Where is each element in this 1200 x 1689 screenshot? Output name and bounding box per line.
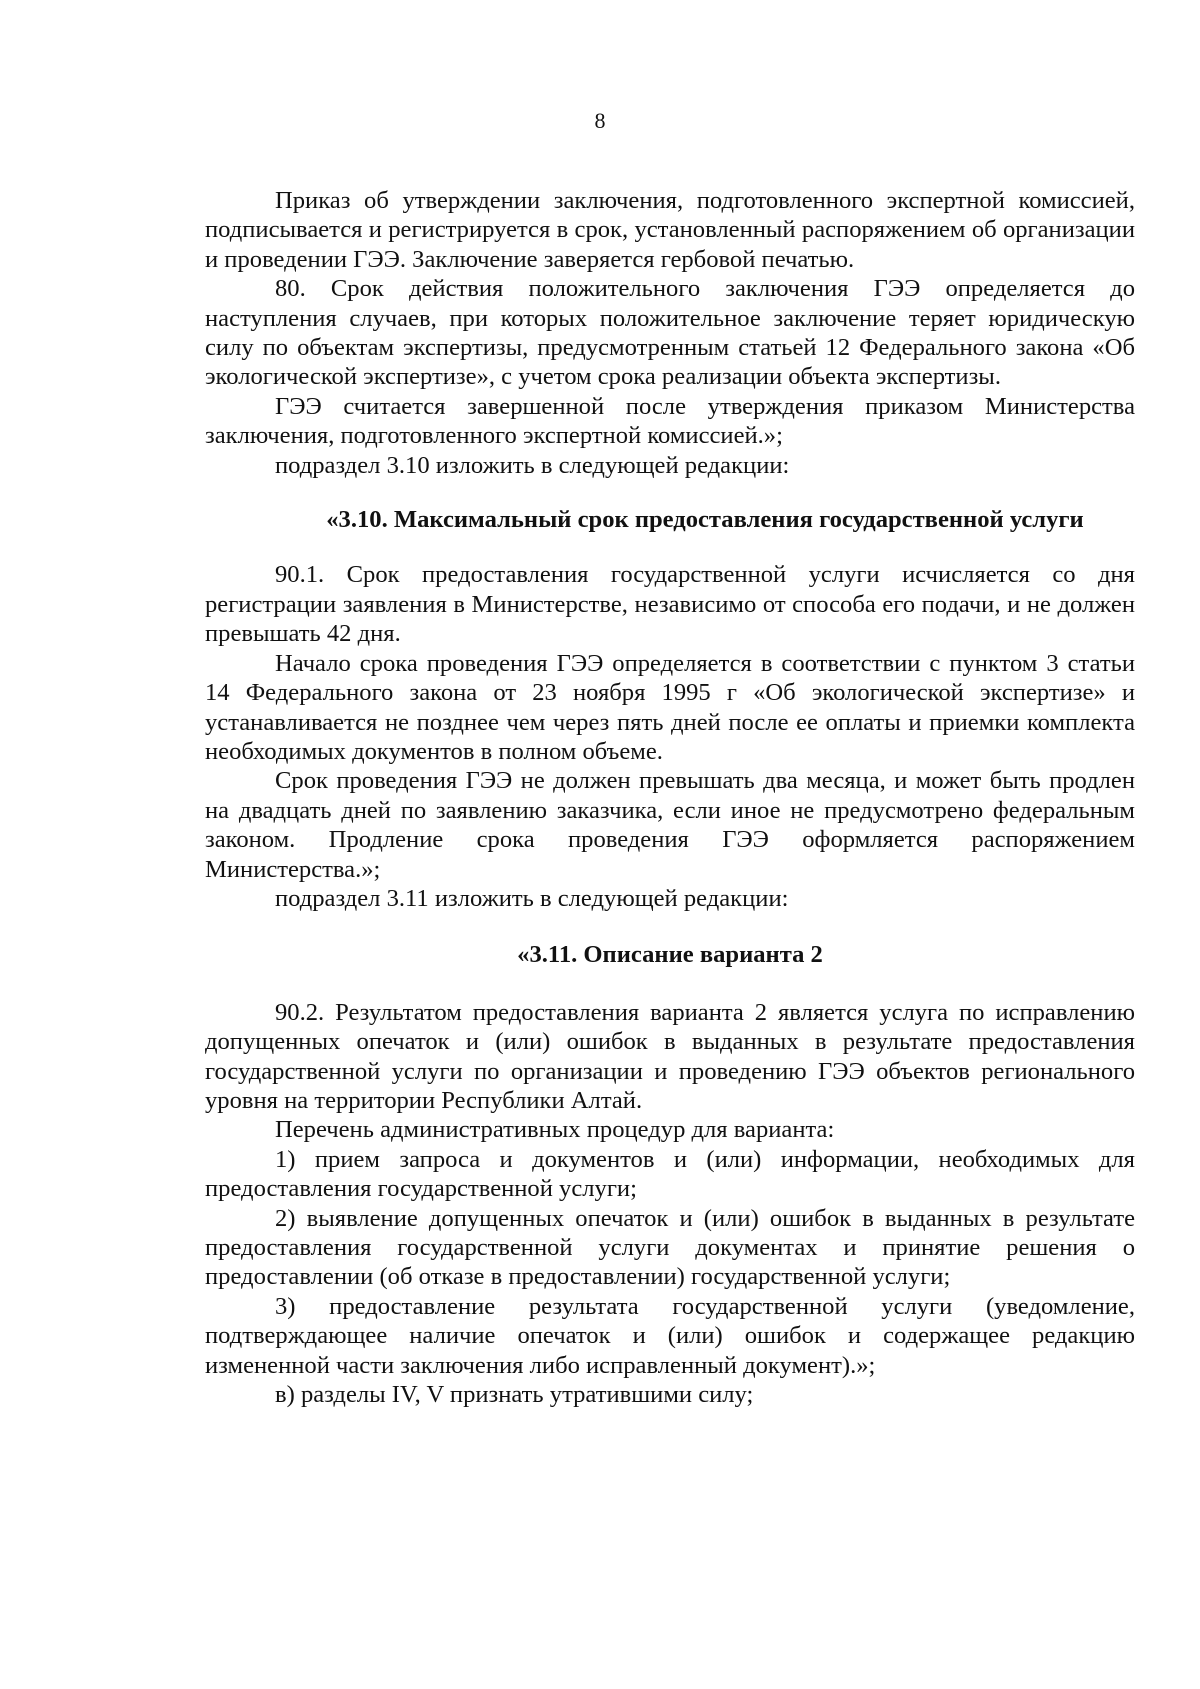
- document-body: [205, 186, 1135, 1409]
- section-heading-3-11: «3.11. Описание варианта 2: [517, 941, 823, 969]
- list-item-procedure-1: 1) прием запроса и документов и (или) информации, необходимых для предоставления государственной услуги;: [205, 1145, 1135, 1203]
- paragraph-80: 80. Срок действия положительного заключения ГЭЭ определяется до наступления случаев, при которых положительное заключение теряет юридическую силу по объектам экспертизы, предусмотренным статьей 12 Федерального закона «Об экологической экспертизе», с учетом срока реализации объекта экспертизы.: [205, 275, 1135, 391]
- paragraph-sections-invalid: в) разделы IV, V признать утратившими силу;: [275, 1381, 754, 1409]
- paragraph-gee-completed: ГЭЭ считается завершенной после утверждения приказом Министерства заключения, подготовленного экспертной комиссией.»;: [205, 392, 1135, 450]
- paragraph-gee-start: Начало срока проведения ГЭЭ определяется в соответствии с пунктом 3 статьи 14 Федерального закона от 23 ноября 1995 г «Об экологической экспертизе» и устанавливается не позднее чем через пять дней после ее оплаты и приемки комплекта необходимых документов в полном объеме.: [205, 649, 1135, 765]
- paragraph-90-1: 90.1. Срок предоставления государственной услуги исчисляется со дня регистрации заявления в Министерстве, независимо от способа его подачи, и не должен превышать 42 дня.: [205, 561, 1135, 648]
- paragraph-procedures-list-intro: Перечень административных процедур для варианта:: [275, 1116, 835, 1144]
- list-item-procedure-3: 3) предоставление результата государственной услуги (уведомление, подтверждающее наличие опечаток и (или) ошибок и содержащее редакцию измененной части заключения либо исправленный документ).»;: [205, 1292, 1135, 1379]
- paragraph-90-2: 90.2. Результатом предоставления варианта 2 является услуга по исправлению допущенных опечаток и (или) ошибок в выданных в результате предоставления государственной услуги по организации и проведению ГЭЭ объектов регионального уровня на территории Республики Алтай.: [205, 998, 1135, 1114]
- paragraph-order-approval: Приказ об утверждении заключения, подготовленного экспертной комиссией, подписывается и регистрируется в срок, установленный распоряжением об организации и проведении ГЭЭ. Заключение заверяется гербовой печатью.: [205, 187, 1135, 273]
- paragraph-gee-duration: Срок проведения ГЭЭ не должен превышать два месяца, и может быть продлен на двадцать дней по заявлению заказчика, если иное не предусмотрено федеральным законом. Продление срока проведения ГЭЭ оформляется распоряжением Министерства.»;: [205, 767, 1135, 883]
- page-number: 8: [594, 108, 606, 133]
- paragraph-subsection-3-11-intro: подраздел 3.11 изложить в следующей редакции:: [275, 884, 789, 912]
- section-heading-3-10: «3.10. Максимальный срок предоставления государственной услуги: [326, 506, 1084, 534]
- list-item-procedure-2: 2) выявление допущенных опечаток и (или) ошибок в выданных в результате предоставления государственной услуги документах и принятие решения о предоставлении (об отказе в предоставлении) государственной услуги;: [205, 1204, 1135, 1291]
- paragraph-subsection-3-10-intro: подраздел 3.10 изложить в следующей редакции:: [275, 451, 790, 479]
